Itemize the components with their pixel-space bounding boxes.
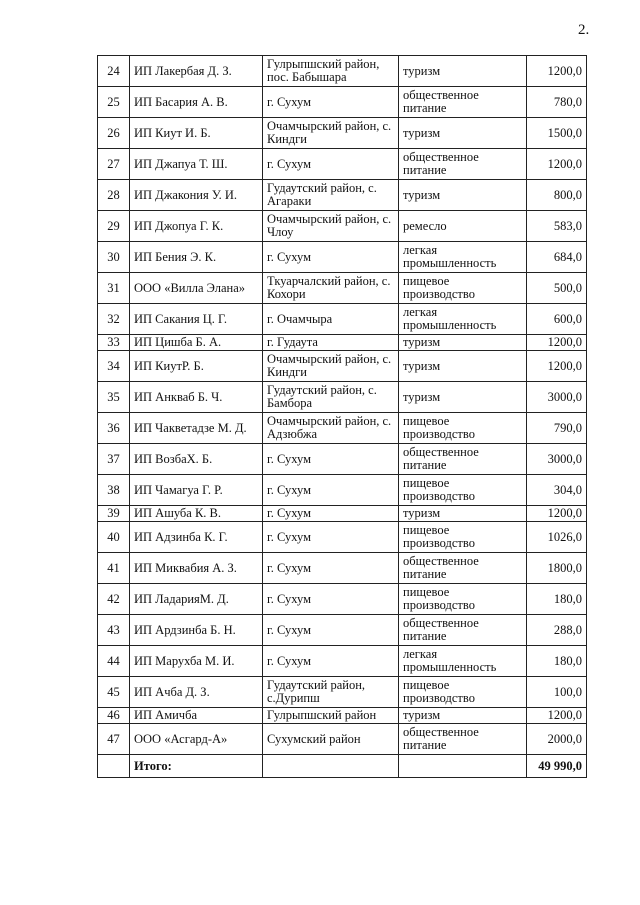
enterprise-amount: 3000,0	[527, 444, 587, 475]
enterprise-location: Гудаутский район, с. Агараки	[263, 180, 399, 211]
enterprise-name: ИП Джапуа Т. Ш.	[130, 149, 263, 180]
enterprise-sector: легкая промышленность	[399, 242, 527, 273]
enterprise-location: Гудаутский район, с.Дурипш	[263, 677, 399, 708]
row-number: 37	[98, 444, 130, 475]
enterprise-amount: 1800,0	[527, 553, 587, 584]
enterprise-amount: 1026,0	[527, 522, 587, 553]
enterprise-sector: туризм	[399, 118, 527, 149]
enterprise-name: ИП Ардзинба Б. Н.	[130, 615, 263, 646]
enterprise-sector: туризм	[399, 335, 527, 351]
row-number: 36	[98, 413, 130, 444]
enterprise-name: ИП Миквабия А. З.	[130, 553, 263, 584]
enterprise-name: ИП Ачба Д. З.	[130, 677, 263, 708]
enterprise-name: ИП Цишба Б. А.	[130, 335, 263, 351]
enterprise-amount: 3000,0	[527, 382, 587, 413]
enterprise-location: г. Сухум	[263, 522, 399, 553]
table-row	[98, 87, 587, 118]
total-label: Итого:	[130, 755, 263, 778]
enterprise-sector: легкая промышленность	[399, 304, 527, 335]
enterprise-name: ИП КиутР. Б.	[130, 351, 263, 382]
enterprise-location: г. Сухум	[263, 646, 399, 677]
enterprise-sector: общественное питание	[399, 724, 527, 755]
table-row	[98, 211, 587, 242]
row-number: 45	[98, 677, 130, 708]
enterprise-name: ООО «Вилла Элана»	[130, 273, 263, 304]
enterprise-name: ИП Бения Э. К.	[130, 242, 263, 273]
enterprise-amount: 800,0	[527, 180, 587, 211]
row-number: 39	[98, 506, 130, 522]
enterprise-sector: общественное питание	[399, 615, 527, 646]
row-number: 35	[98, 382, 130, 413]
table-row	[98, 522, 587, 553]
row-number: 31	[98, 273, 130, 304]
enterprise-amount: 1200,0	[527, 56, 587, 87]
row-number: 25	[98, 87, 130, 118]
enterprise-sector: общественное питание	[399, 444, 527, 475]
enterprise-amount: 1500,0	[527, 118, 587, 149]
row-number: 33	[98, 335, 130, 351]
total-location-cell	[263, 755, 399, 778]
total-num-cell	[98, 755, 130, 778]
enterprise-amount: 180,0	[527, 584, 587, 615]
table-row	[98, 708, 587, 724]
table-row	[98, 304, 587, 335]
enterprise-name: ИП Лакербая Д. З.	[130, 56, 263, 87]
enterprise-amount: 1200,0	[527, 149, 587, 180]
enterprise-sector: пищевое производство	[399, 475, 527, 506]
enterprise-location: Очамчырский район, с. Киндги	[263, 351, 399, 382]
enterprise-sector: туризм	[399, 180, 527, 211]
row-number: 32	[98, 304, 130, 335]
enterprise-location: г. Сухум	[263, 615, 399, 646]
enterprise-name: ИП Чакветадзе М. Д.	[130, 413, 263, 444]
row-number: 29	[98, 211, 130, 242]
enterprise-name: ИП ВозбаХ. Б.	[130, 444, 263, 475]
enterprise-location: г. Сухум	[263, 149, 399, 180]
enterprise-location: г. Сухум	[263, 242, 399, 273]
row-number: 41	[98, 553, 130, 584]
table-row	[98, 149, 587, 180]
enterprise-amount: 790,0	[527, 413, 587, 444]
row-number: 47	[98, 724, 130, 755]
enterprise-name: ИП Марухба М. И.	[130, 646, 263, 677]
enterprise-amount: 583,0	[527, 211, 587, 242]
page-number: 2.	[578, 22, 590, 38]
row-number: 43	[98, 615, 130, 646]
enterprise-location: г. Сухум	[263, 584, 399, 615]
enterprise-amount: 1200,0	[527, 506, 587, 522]
row-number: 34	[98, 351, 130, 382]
table-row	[98, 553, 587, 584]
enterprise-name: ИП Киут И. Б.	[130, 118, 263, 149]
enterprise-name: ИП Джакония У. И.	[130, 180, 263, 211]
table-row	[98, 444, 587, 475]
enterprise-amount: 2000,0	[527, 724, 587, 755]
enterprise-name: ИП Джопуа Г. К.	[130, 211, 263, 242]
enterprise-amount: 780,0	[527, 87, 587, 118]
row-number: 44	[98, 646, 130, 677]
enterprise-name: ИП Басария А. В.	[130, 87, 263, 118]
row-number: 38	[98, 475, 130, 506]
enterprise-name: ИП Адзинба К. Г.	[130, 522, 263, 553]
enterprise-amount: 500,0	[527, 273, 587, 304]
enterprise-sector: туризм	[399, 56, 527, 87]
enterprise-location: г. Сухум	[263, 87, 399, 118]
enterprise-name: ООО «Асгард-А»	[130, 724, 263, 755]
enterprise-location: Гулрыпшский район, пос. Бабышара	[263, 56, 399, 87]
enterprise-location: Ткуарчалский район, с. Кохори	[263, 273, 399, 304]
enterprise-name: ИП Чамагуа Г. Р.	[130, 475, 263, 506]
enterprise-sector: туризм	[399, 382, 527, 413]
enterprise-sector: пищевое производство	[399, 677, 527, 708]
table-row	[98, 56, 587, 87]
table-row	[98, 273, 587, 304]
table-row	[98, 382, 587, 413]
enterprise-location: г. Сухум	[263, 553, 399, 584]
enterprise-location: Очамчырский район, с. Киндги	[263, 118, 399, 149]
row-number: 46	[98, 708, 130, 724]
enterprise-sector: туризм	[399, 506, 527, 522]
table-row	[98, 413, 587, 444]
enterprise-sector: туризм	[399, 708, 527, 724]
enterprise-sector: общественное питание	[399, 87, 527, 118]
table-row	[98, 242, 587, 273]
enterprise-name: ИП Анкваб Б. Ч.	[130, 382, 263, 413]
enterprise-location: Гудаутский район, с. Бамбора	[263, 382, 399, 413]
enterprise-sector: легкая промышленность	[399, 646, 527, 677]
table-row	[98, 475, 587, 506]
enterprise-amount: 1200,0	[527, 708, 587, 724]
row-number: 30	[98, 242, 130, 273]
enterprise-table	[97, 55, 587, 778]
enterprise-location: г. Гудаута	[263, 335, 399, 351]
table-row	[98, 677, 587, 708]
enterprise-amount: 100,0	[527, 677, 587, 708]
table-row	[98, 584, 587, 615]
table-row	[98, 615, 587, 646]
enterprise-sector: пищевое производство	[399, 584, 527, 615]
enterprise-sector: пищевое производство	[399, 273, 527, 304]
enterprise-location: г. Очамчыра	[263, 304, 399, 335]
enterprise-amount: 288,0	[527, 615, 587, 646]
enterprise-amount: 1200,0	[527, 335, 587, 351]
enterprise-sector: пищевое производство	[399, 413, 527, 444]
table-row	[98, 118, 587, 149]
table-body	[98, 56, 587, 755]
enterprise-name: ИП Амичба	[130, 708, 263, 724]
row-number: 24	[98, 56, 130, 87]
table-row	[98, 351, 587, 382]
enterprise-name: ИП ЛадарияМ. Д.	[130, 584, 263, 615]
total-row	[98, 755, 587, 778]
table-row	[98, 335, 587, 351]
enterprise-name: ИП Ашуба К. В.	[130, 506, 263, 522]
total-sector-cell	[399, 755, 527, 778]
enterprise-amount: 1200,0	[527, 351, 587, 382]
enterprise-sector: ремесло	[399, 211, 527, 242]
enterprise-amount: 684,0	[527, 242, 587, 273]
enterprise-amount: 180,0	[527, 646, 587, 677]
total-amount: 49 990,0	[527, 755, 587, 778]
enterprise-location: Очамчырский район, с. Адзюбжа	[263, 413, 399, 444]
enterprise-sector: общественное питание	[399, 553, 527, 584]
table-row	[98, 180, 587, 211]
enterprise-location: г. Сухум	[263, 475, 399, 506]
row-number: 27	[98, 149, 130, 180]
row-number: 42	[98, 584, 130, 615]
enterprise-location: Сухумский район	[263, 724, 399, 755]
enterprise-sector: общественное питание	[399, 149, 527, 180]
enterprise-location: г. Сухум	[263, 506, 399, 522]
table-row	[98, 724, 587, 755]
enterprise-location: Очамчырский район, с. Члоу	[263, 211, 399, 242]
enterprise-location: г. Сухум	[263, 444, 399, 475]
enterprise-amount: 600,0	[527, 304, 587, 335]
enterprise-sector: туризм	[399, 351, 527, 382]
enterprise-amount: 304,0	[527, 475, 587, 506]
enterprise-location: Гулрыпшский район	[263, 708, 399, 724]
table-row	[98, 646, 587, 677]
table-row	[98, 506, 587, 522]
enterprise-sector: пищевое производство	[399, 522, 527, 553]
row-number: 40	[98, 522, 130, 553]
enterprise-name: ИП Сакания Ц. Г.	[130, 304, 263, 335]
row-number: 28	[98, 180, 130, 211]
row-number: 26	[98, 118, 130, 149]
